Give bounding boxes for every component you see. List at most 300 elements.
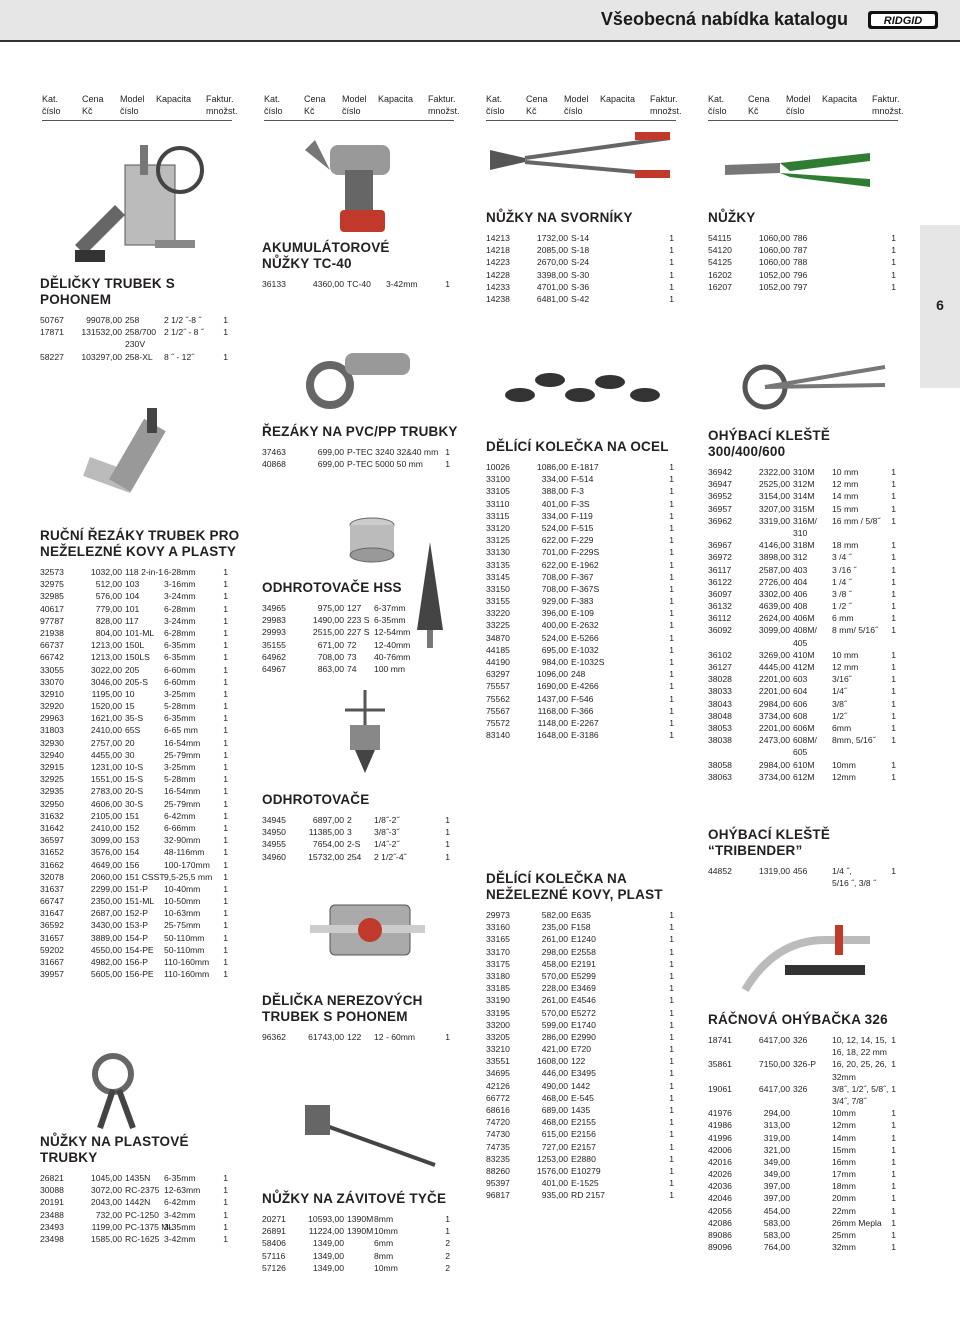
table-row	[40, 326, 240, 338]
model: 310	[793, 527, 808, 538]
table-row	[486, 293, 686, 305]
cat-number: 38028	[708, 674, 732, 685]
page-title: Všeobecná nabídka katalogu	[600, 9, 848, 29]
table-row	[486, 559, 686, 571]
quantity: 1	[445, 1226, 450, 1237]
table-row	[40, 895, 240, 907]
quantity: 1	[445, 851, 450, 862]
model: 1435	[571, 1105, 591, 1115]
quantity: 1	[891, 1156, 896, 1167]
cat-number: 36597	[40, 835, 64, 846]
table-row	[486, 485, 686, 497]
quantity: 1	[223, 871, 228, 882]
table-row	[40, 664, 240, 676]
price: 235,00	[541, 922, 568, 933]
model: F-383	[571, 596, 594, 607]
col-cena-2: Kč	[748, 106, 759, 116]
quantity: 1	[669, 693, 674, 704]
cat-number: 33185	[486, 983, 510, 994]
table-row	[486, 1189, 686, 1201]
model: E1740	[571, 1019, 596, 1030]
table-row	[708, 673, 908, 685]
quantity: 1	[223, 652, 228, 663]
model: 227 S	[347, 627, 370, 638]
price: 388,00	[541, 486, 568, 497]
capacity: 2 1/2˝-4˝	[374, 851, 407, 862]
quantity: 1	[891, 1193, 896, 1204]
cat-number: 33130	[486, 547, 510, 558]
capacity: 8 ˝ - 12˝	[164, 351, 195, 362]
quantity: 1	[891, 467, 896, 477]
quantity: 1	[223, 327, 228, 338]
pvc-cutter-image	[305, 345, 415, 415]
price: 524,00	[541, 632, 568, 643]
model: 65S	[125, 725, 141, 736]
model: 787	[793, 245, 808, 256]
price: 4360,00	[312, 279, 344, 289]
price: 576,00	[95, 591, 122, 602]
price: 1086,00	[536, 462, 568, 472]
price: 3207,00	[758, 503, 790, 514]
price: 3576,00	[90, 847, 122, 858]
quantity: 1	[891, 1169, 896, 1180]
quantity: 1	[223, 567, 228, 577]
cat-number: 97787	[40, 615, 64, 626]
capacity: 16mm	[832, 1156, 856, 1167]
chapter-tab[interactable]	[920, 225, 960, 388]
table-row	[486, 693, 686, 705]
table-row	[486, 1128, 686, 1140]
section-title: NŮŽKY NA ZÁVITOVÉ TYČE	[262, 1191, 447, 1206]
quantity: 1	[891, 601, 896, 612]
table-row	[708, 1168, 908, 1180]
quantity: 1	[669, 462, 674, 472]
model: 1442N	[125, 1197, 151, 1208]
table-row	[486, 1007, 686, 1019]
model: 312	[793, 552, 808, 563]
price: 2410,00	[90, 822, 122, 833]
capacity: 3 /8 ˝	[832, 588, 852, 599]
quantity: 1	[891, 1083, 896, 1094]
col-cena: Cena	[748, 94, 770, 104]
model: E-1962	[571, 559, 599, 570]
col-cena-2: Kč	[526, 106, 537, 116]
col-kapacita: Kapacita	[156, 94, 192, 104]
table-row	[708, 1046, 908, 1058]
table-row	[40, 700, 240, 712]
cat-number: 14223	[486, 257, 510, 268]
capacity: 3-16mm	[164, 579, 196, 590]
cat-number: 33155	[486, 596, 510, 607]
section-title: NŮŽKY NA PLASTOVÉ TRUBKY	[40, 1134, 189, 1165]
cat-number: 38048	[708, 710, 732, 721]
table-row	[486, 461, 686, 473]
price: 6897,00	[312, 815, 344, 825]
price: 103297,00	[81, 351, 122, 362]
quantity: 1	[891, 233, 896, 243]
quantity: 1	[669, 632, 674, 643]
capacity: 6-28mm	[164, 627, 196, 638]
col-kat-2: číslo	[264, 106, 283, 116]
cat-number: 50767	[40, 315, 64, 325]
capacity: 14mm	[832, 1132, 856, 1143]
cat-number: 20271	[262, 1214, 286, 1224]
cat-number: 89086	[708, 1230, 732, 1240]
cat-number: 32950	[40, 798, 64, 809]
quantity: 1	[669, 1019, 674, 1030]
capacity: 3/4˝, 7/8˝	[832, 1095, 867, 1106]
cat-number: 54120	[708, 245, 732, 256]
price: 4639,00	[758, 601, 790, 612]
price: 1690,00	[536, 681, 568, 692]
model: 151	[125, 810, 140, 821]
capacity: 6-35mm	[164, 652, 196, 663]
capacity: 5/16 ˝, 3/8 ˝	[832, 878, 876, 889]
table-row	[262, 1031, 462, 1043]
price: 1213,00	[90, 652, 122, 663]
model: 72	[347, 639, 357, 650]
price: 3734,00	[758, 710, 790, 721]
price: 2350,00	[90, 896, 122, 907]
page-header	[0, 0, 960, 40]
price: 446,00	[541, 1068, 568, 1079]
table-row	[486, 1116, 686, 1128]
model: E4546	[571, 995, 596, 1006]
model: 786	[793, 233, 808, 243]
cat-number: 33110	[486, 498, 510, 509]
capacity: 1/4˝	[832, 686, 847, 697]
quantity: 1	[891, 503, 896, 514]
quantity: 1	[669, 669, 674, 680]
quantity: 1	[223, 1173, 228, 1183]
cat-number: 32935	[40, 786, 64, 797]
table-row	[486, 1092, 686, 1104]
model: 1435N	[125, 1173, 151, 1183]
price: 11224,00	[308, 1226, 344, 1237]
table-row	[708, 1095, 908, 1107]
table-row	[708, 232, 908, 244]
quantity: 1	[669, 608, 674, 619]
cat-number: 75562	[486, 693, 510, 704]
model: F158	[571, 922, 591, 933]
price: 935,00	[541, 1190, 568, 1201]
table-row	[486, 982, 686, 994]
table-row	[486, 680, 686, 692]
quantity: 2	[445, 1238, 450, 1249]
model: 2-S	[347, 839, 361, 850]
price: 1052,00	[758, 269, 790, 280]
cat-number: 42016	[708, 1156, 732, 1167]
table-row	[486, 607, 686, 619]
price: 2105,00	[90, 810, 122, 821]
capacity: 25-79mm	[164, 798, 201, 809]
model: F-119	[571, 510, 593, 521]
model: F-3S	[571, 498, 590, 509]
quantity: 1	[223, 896, 228, 907]
capacity: 3-35mm	[164, 1221, 196, 1232]
section-title: AKUMULÁTOROVÉ NŮŽKY TC-40	[262, 240, 390, 271]
quantity: 1	[223, 883, 228, 894]
cat-number: 58406	[262, 1238, 286, 1249]
deburrer-hss-image	[345, 515, 400, 565]
capacity: 10mm	[832, 1108, 856, 1119]
section-title: DĚLÍCÍ KOLEČKA NA NEŽELEZNÉ KOVY, PLAST	[486, 871, 663, 902]
quantity: 1	[445, 1032, 450, 1042]
price: 228,00	[541, 983, 568, 994]
table-row	[262, 838, 462, 850]
model: E2156	[571, 1129, 596, 1140]
table-row	[486, 1043, 686, 1055]
section-pvc-cutters	[262, 424, 462, 470]
price: 313,00	[763, 1120, 790, 1131]
table-row	[40, 603, 240, 615]
price: 622,00	[541, 535, 568, 546]
section-title: RUČNÍ ŘEZÁKY TRUBEK PRO NEŽELEZNÉ KOVY A PLASTY	[40, 528, 240, 559]
quantity: 1	[223, 737, 228, 748]
cat-number: 41996	[708, 1132, 732, 1143]
cat-number: 36947	[708, 479, 732, 490]
price: 3269,00	[758, 649, 790, 660]
price: 421,00	[541, 1044, 568, 1055]
section-plastic-wheels	[486, 871, 686, 1202]
quantity: 1	[669, 1044, 674, 1055]
capacity: 3-24mm	[164, 615, 196, 626]
quantity: 1	[891, 1059, 896, 1070]
table-row	[262, 1213, 462, 1225]
cat-number: 33100	[486, 474, 510, 485]
cat-number: 37463	[262, 447, 286, 457]
model: 405	[793, 637, 808, 648]
table-row	[708, 698, 908, 710]
table-row	[262, 651, 462, 663]
price: 2687,00	[90, 908, 122, 919]
capacity: 3-42mm	[386, 279, 418, 289]
model: E720	[571, 1044, 592, 1055]
model: S-14	[571, 233, 590, 243]
price: 2060,00	[90, 871, 122, 882]
price: 286,00	[541, 1031, 568, 1042]
quantity: 1	[223, 798, 228, 809]
table-row	[708, 527, 908, 539]
cat-number: 26891	[262, 1226, 286, 1237]
cat-number: 35861	[708, 1059, 732, 1070]
cat-number: 42086	[708, 1217, 732, 1228]
bender-image	[720, 355, 890, 415]
model: 101	[125, 603, 140, 614]
model: 156-P	[125, 957, 148, 967]
cat-number: 33170	[486, 946, 510, 957]
quantity: 1	[891, 698, 896, 709]
table-row	[262, 1250, 462, 1262]
cat-number: 36957	[708, 503, 732, 514]
capacity: 10-63mm	[164, 908, 201, 919]
capacity: 50-110mm	[164, 932, 205, 943]
section-title: ODHROTOVAČE	[262, 792, 370, 807]
price: 4701,00	[536, 281, 568, 292]
quantity: 1	[223, 822, 228, 833]
quantity: 1	[669, 571, 674, 582]
price: 4649,00	[90, 859, 122, 870]
price: 1349,00	[312, 1238, 344, 1249]
model: E3495	[571, 1068, 596, 1079]
cat-number: 38033	[708, 686, 732, 697]
capacity: 6-60mm	[164, 664, 196, 675]
capacity: 3 /4 ˝	[832, 552, 852, 563]
cat-number: 33115	[486, 510, 510, 521]
model: 406M	[793, 613, 815, 624]
quantity: 1	[669, 1190, 674, 1201]
price: 4146,00	[758, 540, 790, 551]
table-row	[40, 773, 240, 785]
table-row	[708, 759, 908, 771]
table-row	[708, 269, 908, 281]
table-row	[40, 785, 240, 797]
model: E-2632	[571, 620, 599, 631]
capacity: 16, 20, 25, 26,	[832, 1059, 887, 1070]
cat-number: 36102	[708, 649, 732, 660]
cat-number: 38058	[708, 759, 732, 770]
cat-number: 23493	[40, 1221, 64, 1232]
cat-number: 36967	[708, 540, 732, 551]
capacity: 10mm	[374, 1262, 398, 1273]
section-title: OHÝBACÍ KLEŠTĚ 300/400/600	[708, 428, 831, 459]
cat-number: 36122	[708, 576, 732, 587]
price: 524,00	[541, 522, 568, 533]
quantity: 1	[669, 257, 674, 268]
col-model-2: číslo	[342, 106, 361, 116]
battery-cutter-image	[295, 130, 405, 240]
cat-number: 20191	[40, 1197, 64, 1208]
table-row	[262, 278, 462, 290]
table-row	[486, 1019, 686, 1031]
reamer-image	[315, 685, 420, 775]
model: 403	[793, 564, 808, 575]
table-row	[708, 877, 908, 889]
model: S-24	[571, 257, 590, 268]
table-row	[708, 734, 908, 746]
capacity: 8 mm/ 5/16˝	[832, 625, 878, 636]
price: 727,00	[541, 1141, 568, 1152]
quantity: 1	[891, 281, 896, 292]
price: 3099,00	[90, 835, 122, 846]
price: 401,00	[541, 1178, 568, 1189]
price: 804,00	[95, 627, 122, 638]
capacity: 10 mm	[832, 467, 859, 477]
price: 2201,00	[758, 686, 790, 697]
quantity: 1	[445, 815, 450, 825]
model: 101-ML	[125, 627, 155, 638]
price: 2984,00	[758, 759, 790, 770]
table-row	[708, 722, 908, 734]
price: 458,00	[541, 958, 568, 969]
model: 412M	[793, 662, 815, 672]
cat-number: 41976	[708, 1108, 732, 1119]
capacity: 6-35mm	[164, 1173, 196, 1183]
model: 456	[793, 866, 808, 876]
cat-number: 14213	[486, 233, 510, 243]
cat-number: 31642	[40, 822, 64, 833]
table-row	[486, 473, 686, 485]
model: 312M	[793, 479, 815, 490]
capacity: 16-54mm	[164, 737, 201, 748]
price: 2201,00	[758, 722, 790, 733]
quantity: 1	[223, 786, 228, 797]
table-row	[708, 661, 908, 673]
price: 321,00	[763, 1144, 790, 1155]
quantity: 1	[223, 932, 228, 943]
capacity: 6mm	[832, 722, 852, 733]
model: 151 CSST	[125, 871, 165, 882]
capacity: 100 mm	[374, 663, 406, 674]
cat-number: 36592	[40, 920, 64, 931]
table-row	[486, 281, 686, 293]
quantity: 1	[669, 522, 674, 533]
quantity: 1	[891, 491, 896, 502]
col-faktur-2: množst.	[428, 106, 460, 116]
section-title: DĚLIČKA NEREZOVÝCH TRUBEK S POHONEM	[262, 993, 423, 1024]
section-battery-cutter	[262, 240, 462, 290]
quantity: 1	[445, 447, 450, 457]
price: 349,00	[763, 1156, 790, 1167]
model: 248	[571, 669, 586, 680]
table-row	[40, 822, 240, 834]
cat-number: 10026	[486, 462, 510, 472]
table-row	[486, 909, 686, 921]
price: 1621,00	[90, 713, 122, 724]
col-model-2: číslo	[120, 106, 139, 116]
model: P-TEC 5000 50 mm	[347, 459, 423, 470]
table-row	[708, 1144, 908, 1156]
price: 319,00	[763, 1132, 790, 1143]
quantity: 1	[223, 615, 228, 626]
table-row	[40, 761, 240, 773]
model: PC-1250	[125, 1209, 159, 1220]
cat-number: 44852	[708, 866, 732, 876]
table-row	[40, 338, 240, 350]
model: 2	[347, 815, 352, 825]
price: 2726,00	[758, 576, 790, 587]
table-row	[40, 846, 240, 858]
model: TC-40	[347, 279, 371, 289]
cat-number: 40868	[262, 459, 286, 470]
capacity: 3/16˝	[832, 674, 852, 685]
quantity: 1	[891, 1108, 896, 1119]
price: 7150,00	[758, 1059, 790, 1070]
quantity: 1	[891, 1144, 896, 1155]
col-faktur: Faktur.	[650, 94, 678, 104]
cat-number: 31647	[40, 908, 64, 919]
quantity: 1	[891, 710, 896, 721]
price: 2085,00	[536, 245, 568, 256]
model: E1240	[571, 934, 596, 945]
cat-number: 74720	[486, 1117, 510, 1128]
price: 400,00	[541, 620, 568, 631]
model: 152	[125, 822, 140, 833]
model: 230V	[125, 339, 146, 350]
capacity: 110-160mm	[164, 969, 210, 980]
price: 7654,00	[312, 839, 344, 850]
cat-number: 36092	[708, 625, 732, 636]
section-tribender	[708, 827, 908, 889]
capacity: 2 1/2 ˝-8 ˝	[164, 315, 202, 325]
cat-number: 21938	[40, 627, 64, 638]
price: 2670,00	[536, 257, 568, 268]
price: 708,00	[541, 571, 568, 582]
cat-number: 75572	[486, 717, 510, 728]
cat-number: 14238	[486, 293, 510, 304]
quantity: 1	[891, 771, 896, 782]
cat-number: 33125	[486, 535, 510, 546]
